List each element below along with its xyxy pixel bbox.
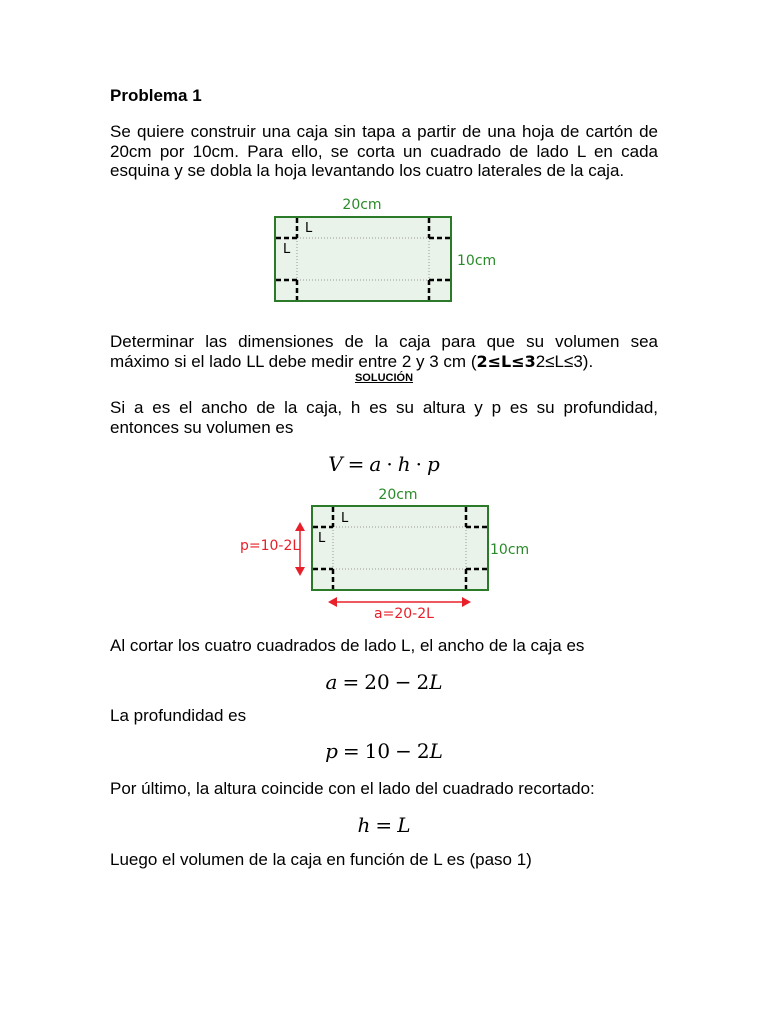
question-text-end: ). (582, 351, 594, 371)
width-label-1: 20cm (342, 197, 382, 213)
sheet-outline-2 (312, 506, 488, 590)
ancho-sentence: Al cortar los cuatro cuadrados de lado L, el ancho de la caja es (110, 636, 585, 655)
corner-label-top-2: L (341, 511, 349, 526)
definition-paragraph: Si a es el ancho de la caja, h es su altura y p es su profundidad, entonces su volumen es (110, 398, 658, 437)
formula-p-n1: 10 (364, 739, 391, 763)
formula-p-minus: − (395, 739, 412, 763)
formula-a-n2: 2 (416, 670, 430, 694)
question-inequality-bold: 2≤L≤3 (476, 351, 536, 371)
width-label-2: 20cm (378, 487, 418, 503)
formula-volume-h: h (397, 452, 411, 476)
formula-p (0, 739, 768, 763)
formula-volume-a: a (369, 452, 382, 476)
height-label-1: 10cm (457, 253, 497, 269)
question-inequality-plain: 2≤L≤3 (535, 351, 583, 371)
profundidad-sentence: La profundidad es (110, 706, 247, 725)
formula-volume-dot1: · (386, 452, 393, 476)
question-text-before: Determinar las dimensiones de la caja para que su volumen sea máximo si el lado (110, 332, 658, 371)
formula-a-n1: 20 (364, 670, 390, 694)
problem-title: Problema 1 (110, 86, 202, 105)
question-text-middle: debe medir entre 2 y 3 cm ( (263, 351, 477, 371)
question-lado: LL (246, 351, 264, 371)
formula-volume-dot2: · (415, 452, 422, 476)
volumen-sentence: Luego el volumen de la caja en función de L es (paso 1) (110, 850, 532, 869)
formula-a-lhs: a (325, 670, 338, 694)
formula-h-rhs: L (397, 813, 411, 837)
corner-label-top-1: L (305, 221, 313, 236)
formula-p-var: L (429, 739, 443, 763)
formula-volume-eq: = (347, 452, 365, 476)
formula-volume-lhs: V (328, 452, 343, 476)
height-label-2: 10cm (490, 542, 530, 558)
corner-label-side-1: L (283, 242, 291, 257)
formula-h-lhs: h (357, 813, 371, 837)
formula-p-lhs: p (325, 739, 338, 763)
depth-label: p=10-2L (240, 538, 301, 554)
formula-p-eq: = (342, 739, 360, 763)
ancho-label: a=20-2L (374, 606, 434, 622)
formula-a-minus: − (394, 670, 412, 694)
solution-heading: SOLUCIÓN (354, 372, 414, 384)
altura-sentence: Por último, la altura coincide con el lado del cuadrado recortado: (110, 779, 595, 798)
intro-paragraph: Se quiere construir una caja sin tapa a partir de una hoja de cartón de 20cm por 10cm. Para ello, se corta un cuadrado de lado L en cada esquina y se dobla la hoja levantando los cuatro laterales de la caja. (110, 122, 658, 180)
formula-p-n2: 2 (416, 739, 430, 763)
formula-a-eq: = (342, 670, 360, 694)
corner-label-side-2: L (318, 531, 326, 546)
formula-a (0, 670, 768, 694)
formula-volume-p: p (426, 452, 440, 476)
formula-a-var: L (429, 670, 443, 694)
formula-h-eq: = (375, 813, 393, 837)
formula-h (0, 813, 768, 837)
